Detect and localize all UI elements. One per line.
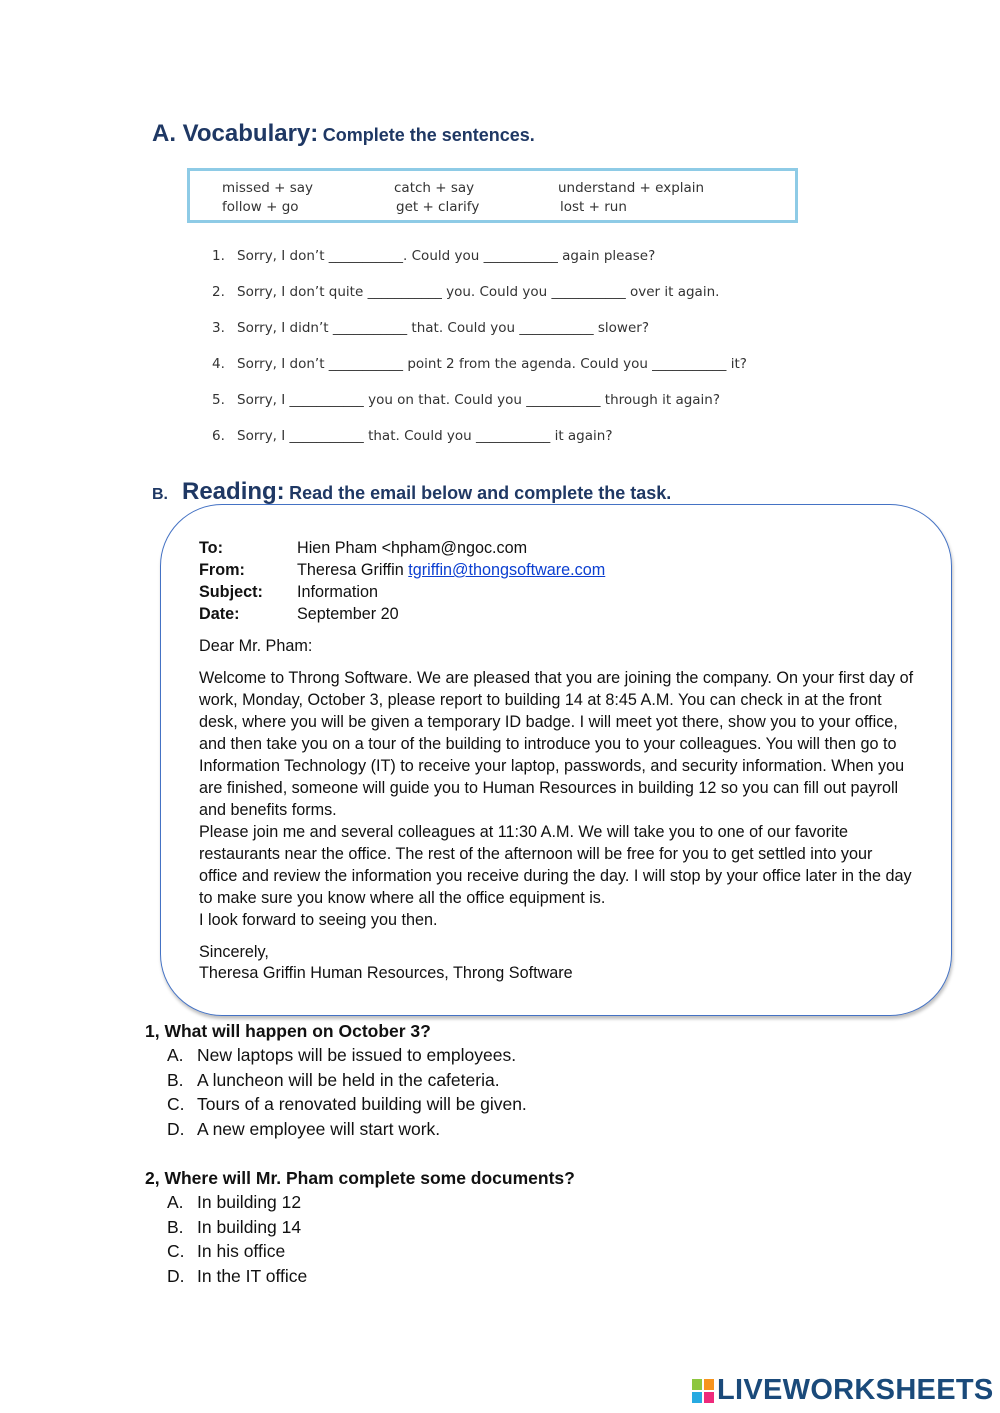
answer-option[interactable] [145, 1092, 527, 1117]
sentence-item [212, 320, 649, 336]
answer-option[interactable] [145, 1190, 575, 1215]
email-signature: Theresa Griffin Human Resources, Throng Software [199, 964, 573, 982]
word-pair: understand + explain [558, 180, 705, 196]
option-letter: D. [167, 1265, 185, 1286]
sentence-item [212, 248, 655, 264]
option-letter: B. [167, 1069, 184, 1090]
email-date-value: September 20 [297, 605, 399, 623]
email-body-paragraph: Please join me and several colleagues at 11:30 A.M. We will take you to one of our favorite restaurants near the office. The rest of the afternoon will be free for you to get settled into your office and review the information you receive during the day. I will stop by your office later in the day to make sure you know where all the office equipment is. [199, 823, 912, 907]
sentence-text: Sorry, I ___________ that. Could you ___________ it again? [237, 428, 613, 444]
email-subject-label: Subject: [199, 583, 263, 601]
logo-square-icon [704, 1379, 714, 1390]
sentence-item [212, 356, 747, 372]
question-block [145, 1019, 527, 1141]
section-a-label: A. Vocabulary: [152, 120, 319, 147]
liveworksheets-logo-icon [692, 1379, 714, 1403]
email-date-row [199, 603, 914, 625]
sentence-number: 5. [212, 392, 225, 408]
word-pair: get + clarify [396, 199, 480, 215]
sentence-text: Sorry, I ___________ you on that. Could you ___________ through it again? [237, 392, 721, 408]
option-letter: A. [167, 1192, 184, 1212]
email-from-name: Theresa Griffin [297, 561, 404, 579]
word-pair: lost + run [560, 199, 627, 215]
email-content [199, 537, 914, 984]
section-b-label: Reading: [182, 478, 285, 505]
sentence-text: Sorry, I don’t ___________. Could you ___________ again please? [237, 248, 656, 264]
word-box [187, 168, 798, 223]
logo-square-icon [692, 1392, 702, 1403]
email-date-label: Date: [199, 605, 240, 623]
answer-option[interactable] [145, 1117, 527, 1142]
option-text: In building 12 [197, 1192, 302, 1212]
email-greeting: Dear Mr. Pham: [199, 637, 313, 655]
sentence-number: 3. [212, 320, 225, 336]
option-text: In his office [197, 1241, 286, 1261]
section-a-heading [152, 120, 535, 148]
option-text: In the IT office [197, 1265, 308, 1286]
sentence-number: 4. [212, 356, 225, 372]
email-from-link[interactable]: tgriffin@thongsoftware.com [408, 561, 606, 579]
option-letter: D. [167, 1118, 185, 1139]
sentence-item [212, 392, 720, 408]
sentence-item [212, 428, 613, 444]
question-block [145, 1166, 575, 1288]
option-letter: B. [167, 1216, 184, 1237]
section-b-letter: B. [152, 486, 168, 503]
answer-option[interactable] [145, 1068, 527, 1093]
section-b-instruction: Read the email below and complete the task. [289, 483, 672, 503]
word-pair: follow + go [222, 199, 299, 215]
option-text: A luncheon will be held in the cafeteria. [197, 1069, 500, 1090]
question-title: 1, What will happen on October 3? [145, 1021, 431, 1041]
email-closing: Sincerely, [199, 943, 269, 961]
sentence-item [212, 284, 719, 300]
sentence-number: 2. [212, 284, 225, 300]
word-pair: catch + say [394, 180, 475, 196]
sentence-text: Sorry, I didn’t ___________ that. Could you ___________ slower? [237, 320, 649, 336]
logo-square-icon [704, 1392, 714, 1403]
sentence-text: Sorry, I don’t ___________ point 2 from the agenda. Could you ___________ it? [237, 356, 747, 372]
email-body-paragraph: I look forward to seeing you then. [199, 911, 438, 929]
email-to-label: To: [199, 539, 223, 557]
email-body-paragraph: Welcome to Throng Software. We are pleased that you are joining the company. On your first day of work, Monday, October 3, please report to building 14 at 8:45 A.M. You can check in at the front desk, where you will be given a temporary ID badge. I will meet yot there, show you to your office, and then take you on a tour of the building to introduce you to your colleagues. You will then go to Information Technology (IT) to receive your laptop, passwords, and security information. When you are finished, someone will guide you to Human Resources in building 12 so you can fill out payroll and benefits forms. [199, 669, 914, 819]
option-text: A new employee will start work. [197, 1118, 441, 1139]
liveworksheets-logo [692, 1374, 994, 1407]
email-to-value: Hien Pham <hpham@ngoc.com [297, 539, 528, 557]
answer-option[interactable] [145, 1264, 575, 1289]
email-from-row [199, 559, 914, 581]
word-pair: missed + say [222, 180, 314, 196]
option-letter: C. [167, 1241, 185, 1261]
answer-option[interactable] [145, 1239, 575, 1264]
sentence-number: 6. [212, 428, 225, 444]
option-text: In building 14 [197, 1216, 302, 1237]
logo-text: LIVEWORKSHEETS [717, 1374, 994, 1406]
option-letter: C. [167, 1094, 185, 1114]
logo-square-icon [692, 1379, 702, 1390]
answer-option[interactable] [145, 1043, 527, 1068]
sentence-number: 1. [212, 248, 225, 264]
answer-option[interactable] [145, 1215, 575, 1240]
sentence-text: Sorry, I don’t quite ___________ you. Could you ___________ over it again. [237, 284, 720, 300]
email-subject-value: Information [297, 583, 378, 601]
email-from-label: From: [199, 561, 245, 579]
option-text: New laptops will be issued to employees. [197, 1045, 517, 1065]
option-text: Tours of a renovated building will be given. [197, 1094, 527, 1114]
question-title: 2, Where will Mr. Pham complete some documents? [145, 1168, 575, 1188]
email-box [160, 504, 952, 1016]
section-b-heading [152, 478, 671, 506]
email-subject-row [199, 581, 914, 603]
section-a-instruction: Complete the sentences. [322, 125, 535, 145]
email-to-row [199, 537, 914, 559]
option-letter: A. [167, 1045, 184, 1065]
